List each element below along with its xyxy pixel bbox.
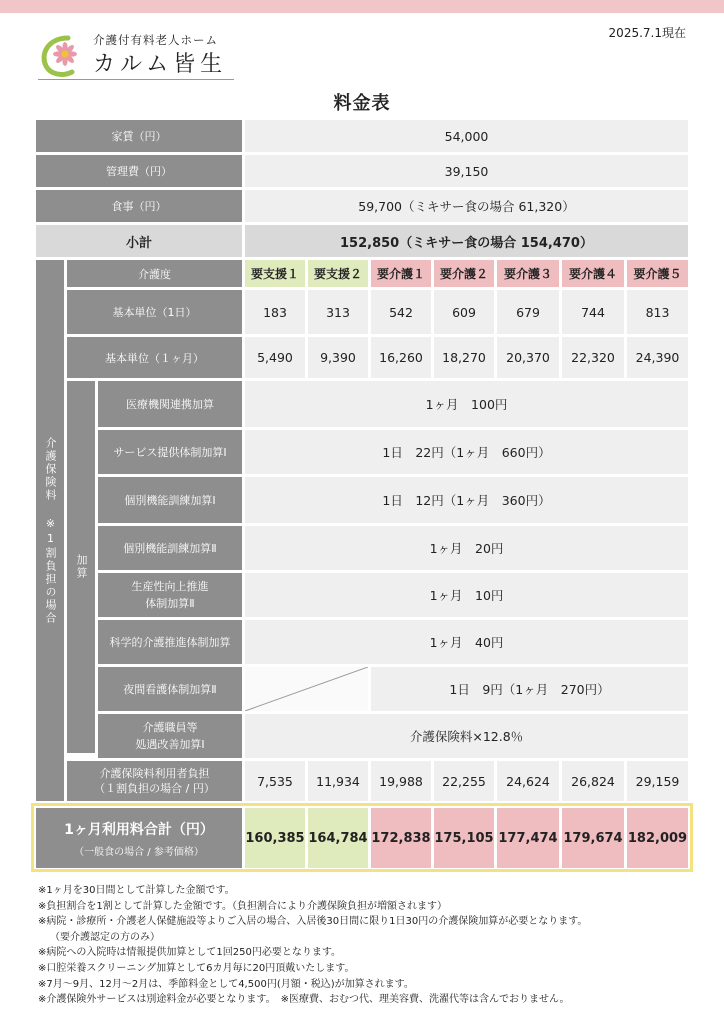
- total-value: 177,474: [497, 808, 559, 868]
- diagonal-line: [245, 667, 368, 711]
- date-label: 2025.7.1現在: [608, 26, 686, 40]
- rent-value: 54,000: [245, 120, 688, 152]
- user-burden-value: 7,535: [245, 761, 305, 801]
- level-care-4: 要介護４: [562, 260, 624, 287]
- footnote: ※負担割合を1割として計算した金額です。（負担割合により介護保険負担が増額されます）: [38, 900, 447, 912]
- monthly-units-value: 22,320: [562, 337, 624, 378]
- addition-value: 1ヶ月 40円: [245, 620, 688, 664]
- addition-value: 1日 22円（1ヶ月 660円）: [245, 430, 688, 474]
- user-burden-value: 26,824: [562, 761, 624, 801]
- level-care-2: 要介護２: [434, 260, 494, 287]
- user-burden-label: 介護保険料利用者負担 （１割負担の場合 / 円）: [67, 761, 242, 801]
- meal-value: 59,700（ミキサー食の場合 61,320）: [245, 190, 688, 222]
- daily-units-value: 542: [371, 290, 431, 334]
- addition-value: 1ヶ月 10円: [245, 573, 688, 617]
- daily-units-value: 813: [627, 290, 688, 334]
- footnote: ※7月～9月、12月～2月は、季節料金として4,500円(月額・税込)が加算されます。: [38, 978, 414, 990]
- subtotal-label: 小計: [36, 225, 242, 257]
- footnote: ※口腔栄養スクリーニング加算として6カ月毎に20円頂戴いたします。: [38, 962, 355, 974]
- daily-units-value: 679: [497, 290, 559, 334]
- daily-units-value: 183: [245, 290, 305, 334]
- footnote: ※介護保険外サービスは別途料金が必要となります。 ※医療費、おむつ代、理美容費、洗濯代等は含んでおりません。: [38, 994, 570, 1006]
- total-value: 164,784: [308, 808, 368, 868]
- monthly-units-value: 20,370: [497, 337, 559, 378]
- logo: [38, 30, 234, 80]
- page-title: 料金表: [333, 93, 391, 114]
- user-burden-value: 24,624: [497, 761, 559, 801]
- monthly-units-value: 16,260: [371, 337, 431, 378]
- addition-value: 1日 9円（1ヶ月 270円）: [371, 667, 688, 711]
- addition-value: 1ヶ月 20円: [245, 526, 688, 570]
- total-label-cell: [36, 808, 242, 868]
- level-support-2: 要支援２: [308, 260, 368, 287]
- na-diagonal-cell: [245, 667, 368, 711]
- addition-value: 介護保険料×12.8％: [245, 714, 688, 758]
- daily-units-value: 313: [308, 290, 368, 334]
- addition-label: 生産性向上推進 体制加算Ⅱ: [98, 573, 242, 617]
- care-insurance-side-label: 介護保険料 ※1割負担の場合: [36, 260, 64, 801]
- subtotal-value: 152,850（ミキサー食の場合 154,470）: [245, 225, 688, 257]
- footnote: ※病院への入院時は情報提供加算として1回250円必要となります。: [38, 947, 342, 959]
- logo-name: カルム皆生: [93, 52, 228, 77]
- total-value: 182,009: [627, 808, 688, 868]
- level-care-1: 要介護１: [371, 260, 431, 287]
- total-value: 179,674: [562, 808, 624, 868]
- care-level-header: 介護度: [67, 260, 242, 287]
- level-care-5: 要介護５: [627, 260, 688, 287]
- addition-label: 科学的介護推進体制加算: [98, 620, 242, 664]
- user-burden-value: 19,988: [371, 761, 431, 801]
- level-support-1: 要支援１: [245, 260, 305, 287]
- top-accent-bar: [0, 0, 724, 13]
- management-fee-value: 39,150: [245, 155, 688, 187]
- footnote: ※病院・診療所・介護老人保健施設等よりご入居の場合、入居後30日間に限り1日30円の介護保険加算が必要となります。: [38, 916, 588, 928]
- total-value: 160,385: [245, 808, 305, 868]
- management-fee-label: 管理費（円）: [36, 155, 242, 187]
- addition-value: 1ヶ月 100円: [245, 381, 688, 427]
- logo-underline: [38, 79, 234, 80]
- rent-label: 家賃（円）: [36, 120, 242, 152]
- addition-label: 個別機能訓練加算Ⅰ: [98, 477, 242, 523]
- total-value: 175,105: [434, 808, 494, 868]
- daily-units-value: 609: [434, 290, 494, 334]
- addition-label: サービス提供体制加算Ⅰ: [98, 430, 242, 474]
- daily-units-value: 744: [562, 290, 624, 334]
- daily-units-label: 基本単位（1日）: [67, 290, 242, 334]
- addition-label: 医療機関連携加算: [98, 381, 242, 427]
- addition-label: 介護職員等 処遇改善加算Ⅰ: [98, 714, 242, 758]
- footnotes: [38, 883, 698, 1008]
- meal-label: 食事（円）: [36, 190, 242, 222]
- monthly-units-value: 5,490: [245, 337, 305, 378]
- total-label: 1ヶ月利用料合計（円）: [64, 821, 214, 838]
- addition-label: 個別機能訓練加算Ⅱ: [98, 526, 242, 570]
- flower-logo-icon: [38, 32, 84, 78]
- monthly-units-value: 18,270: [434, 337, 494, 378]
- user-burden-value: 11,934: [308, 761, 368, 801]
- total-sublabel: （一般食の場合 / 参考価格）: [74, 846, 204, 858]
- monthly-units-value: 24,390: [627, 337, 688, 378]
- user-burden-value: 22,255: [434, 761, 494, 801]
- kasan-side-label: 加算: [67, 381, 95, 753]
- footnote: （要介護認定の方のみ）: [50, 931, 160, 943]
- monthly-units-label: 基本単位（１ヶ月）: [67, 337, 242, 378]
- level-care-3: 要介護３: [497, 260, 559, 287]
- addition-label: 夜間看護体制加算Ⅱ: [98, 667, 242, 711]
- total-value: 172,838: [371, 808, 431, 868]
- addition-value: 1日 12円（1ヶ月 360円）: [245, 477, 688, 523]
- monthly-units-value: 9,390: [308, 337, 368, 378]
- footnote: ※1ヶ月を30日間として計算した金額です。: [38, 885, 235, 896]
- user-burden-value: 29,159: [627, 761, 688, 801]
- logo-subtitle: 介護付有料老人ホーム: [93, 33, 218, 47]
